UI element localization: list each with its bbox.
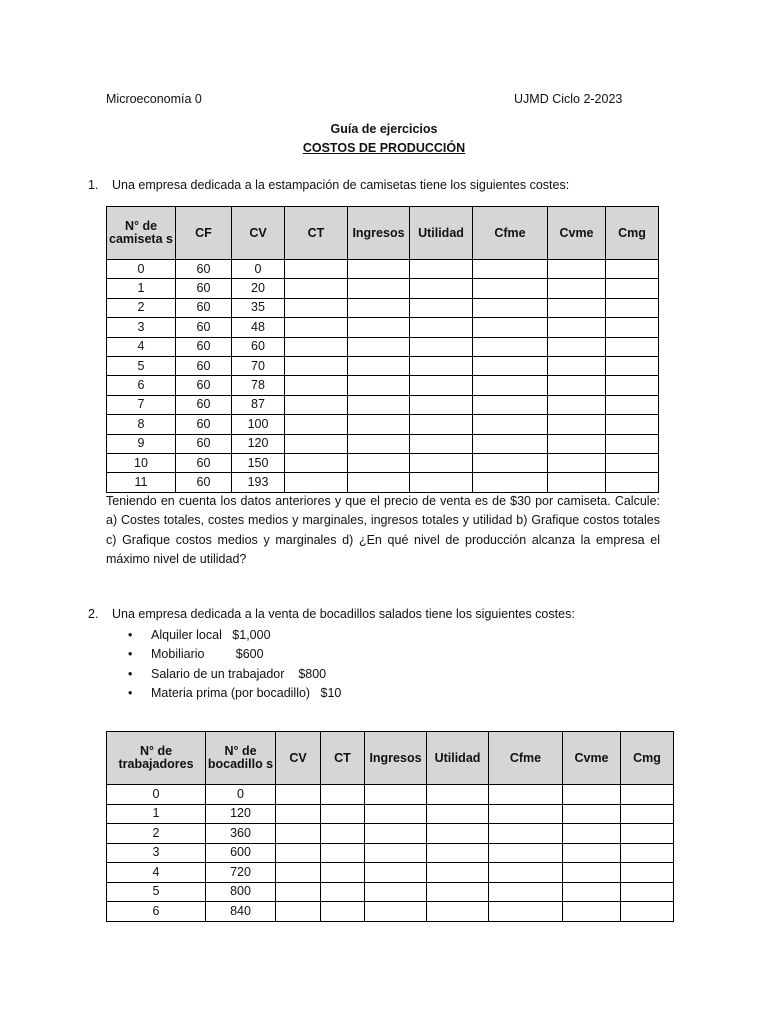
col-header: N° de bocadillo s bbox=[206, 732, 276, 785]
table-cell bbox=[473, 279, 548, 298]
tshirt-cost-table bbox=[106, 206, 659, 493]
table-cell: 0 bbox=[206, 785, 276, 805]
table-cell: 60 bbox=[176, 473, 232, 492]
table-cell: 1 bbox=[107, 279, 176, 298]
table-row bbox=[107, 843, 674, 863]
table-cell bbox=[348, 415, 410, 434]
table-row bbox=[107, 356, 659, 375]
table-cell bbox=[473, 415, 548, 434]
table-cell bbox=[276, 824, 321, 844]
col-header: Cfme bbox=[489, 732, 563, 785]
list-item bbox=[128, 684, 341, 703]
list-item-text: Salario de un trabajador $800 bbox=[151, 666, 327, 681]
table-cell: 5 bbox=[107, 356, 176, 375]
table-cell bbox=[473, 395, 548, 414]
table-cell: 5 bbox=[107, 882, 206, 902]
col-header: Utilidad bbox=[427, 732, 489, 785]
col-header: CF bbox=[176, 207, 232, 260]
table-cell: 3 bbox=[107, 318, 176, 337]
table-cell bbox=[606, 395, 659, 414]
table-cell bbox=[321, 902, 365, 922]
table-cell: 6 bbox=[107, 902, 206, 922]
table-cell bbox=[606, 453, 659, 472]
table-cell bbox=[548, 453, 606, 472]
list-item-text: Materia prima (por bocadillo) $10 bbox=[151, 685, 342, 700]
table-cell bbox=[563, 863, 621, 883]
table-cell: 1 bbox=[107, 804, 206, 824]
header-course: Microeconomía 0 bbox=[106, 92, 202, 106]
table-cell: 9 bbox=[107, 434, 176, 453]
list-item-text: Alquiler local $1,000 bbox=[151, 628, 271, 642]
table-cell bbox=[410, 318, 473, 337]
table-cell: 60 bbox=[176, 453, 232, 472]
table-cell bbox=[563, 843, 621, 863]
table-cell bbox=[621, 902, 674, 922]
table-cell bbox=[285, 415, 348, 434]
question-2 bbox=[88, 607, 575, 621]
sandwich-cost-table bbox=[106, 731, 674, 922]
table-cell bbox=[410, 260, 473, 279]
table-cell: 0 bbox=[232, 260, 285, 279]
table-row bbox=[107, 902, 674, 922]
table-cell bbox=[276, 863, 321, 883]
table-row bbox=[107, 804, 674, 824]
table-cell: 60 bbox=[176, 318, 232, 337]
table-cell bbox=[285, 453, 348, 472]
table-cell: 60 bbox=[176, 395, 232, 414]
table-cell bbox=[285, 318, 348, 337]
table-cell bbox=[276, 785, 321, 805]
table-cell bbox=[606, 434, 659, 453]
table-cell bbox=[321, 785, 365, 805]
table-row bbox=[107, 434, 659, 453]
table-cell bbox=[276, 804, 321, 824]
table-row bbox=[107, 260, 659, 279]
table-cell: 720 bbox=[206, 863, 276, 883]
table-row bbox=[107, 863, 674, 883]
table-cell bbox=[285, 395, 348, 414]
table-header-row bbox=[107, 732, 674, 785]
table-cell bbox=[285, 260, 348, 279]
table-cell bbox=[473, 318, 548, 337]
question-2-number: 2. bbox=[88, 607, 99, 621]
table-cell bbox=[410, 356, 473, 375]
table-cell bbox=[410, 473, 473, 492]
table-cell bbox=[473, 473, 548, 492]
table-cell: 2 bbox=[107, 298, 176, 317]
table-cell bbox=[427, 824, 489, 844]
table-cell bbox=[563, 824, 621, 844]
table-cell bbox=[621, 804, 674, 824]
table-cell bbox=[606, 260, 659, 279]
table-cell bbox=[473, 376, 548, 395]
table-cell: 150 bbox=[232, 453, 285, 472]
question-1 bbox=[88, 178, 569, 192]
table-cell: 60 bbox=[176, 376, 232, 395]
table-cell bbox=[410, 298, 473, 317]
col-header: CV bbox=[232, 207, 285, 260]
table-cell bbox=[348, 473, 410, 492]
table-cell bbox=[410, 434, 473, 453]
table-cell: 70 bbox=[232, 356, 285, 375]
table-cell: 60 bbox=[176, 356, 232, 375]
table-cell: 3 bbox=[107, 843, 206, 863]
table-cell bbox=[621, 785, 674, 805]
table-cell bbox=[621, 863, 674, 883]
table-cell bbox=[427, 804, 489, 824]
table-header-row bbox=[107, 207, 659, 260]
table-cell: 60 bbox=[232, 337, 285, 356]
table-cell: 4 bbox=[107, 863, 206, 883]
list-item bbox=[128, 645, 341, 664]
table-cell bbox=[548, 279, 606, 298]
table-cell: 0 bbox=[107, 785, 206, 805]
table-cell bbox=[410, 279, 473, 298]
table-cell bbox=[473, 453, 548, 472]
table-cell bbox=[606, 376, 659, 395]
table-cell bbox=[606, 318, 659, 337]
table-cell bbox=[348, 434, 410, 453]
table-cell bbox=[410, 453, 473, 472]
table-cell bbox=[473, 434, 548, 453]
col-header: Cmg bbox=[621, 732, 674, 785]
table-cell bbox=[285, 356, 348, 375]
table-cell bbox=[489, 785, 563, 805]
table-cell bbox=[285, 298, 348, 317]
table-cell bbox=[548, 415, 606, 434]
table-cell bbox=[489, 843, 563, 863]
table-cell bbox=[365, 843, 427, 863]
table-cell bbox=[489, 902, 563, 922]
table-row bbox=[107, 337, 659, 356]
table-row bbox=[107, 453, 659, 472]
table-cell: 600 bbox=[206, 843, 276, 863]
table-cell: 87 bbox=[232, 395, 285, 414]
table-cell: 10 bbox=[107, 453, 176, 472]
table-cell bbox=[365, 882, 427, 902]
table-row bbox=[107, 824, 674, 844]
table-cell: 800 bbox=[206, 882, 276, 902]
table-row bbox=[107, 415, 659, 434]
table-cell bbox=[563, 785, 621, 805]
table-cell bbox=[473, 337, 548, 356]
table-cell: 78 bbox=[232, 376, 285, 395]
table-cell: 60 bbox=[176, 337, 232, 356]
table-cell bbox=[321, 882, 365, 902]
table-cell bbox=[489, 882, 563, 902]
table-row bbox=[107, 318, 659, 337]
table-cell: 193 bbox=[232, 473, 285, 492]
table-row bbox=[107, 473, 659, 492]
table-cell bbox=[563, 902, 621, 922]
table-cell: 6 bbox=[107, 376, 176, 395]
table-cell: 100 bbox=[232, 415, 285, 434]
table-cell bbox=[563, 882, 621, 902]
col-header: N° de camiseta s bbox=[107, 207, 176, 260]
bullet-icon: • bbox=[128, 647, 133, 662]
table-cell bbox=[276, 882, 321, 902]
col-header: Cvme bbox=[563, 732, 621, 785]
table-cell bbox=[606, 473, 659, 492]
table-cell: 60 bbox=[176, 415, 232, 434]
table-cell bbox=[410, 395, 473, 414]
table-cell bbox=[276, 843, 321, 863]
table-cell bbox=[427, 843, 489, 863]
table-row bbox=[107, 298, 659, 317]
table-cell: 840 bbox=[206, 902, 276, 922]
table-cell bbox=[606, 337, 659, 356]
table-cell bbox=[606, 298, 659, 317]
table-cell: 48 bbox=[232, 318, 285, 337]
table-cell bbox=[348, 356, 410, 375]
table-cell bbox=[427, 863, 489, 883]
table-cell bbox=[621, 824, 674, 844]
question-1-number: 1. bbox=[88, 178, 99, 192]
col-header: Cfme bbox=[473, 207, 548, 260]
table-cell: 360 bbox=[206, 824, 276, 844]
table-cell bbox=[473, 298, 548, 317]
bullet-icon: • bbox=[128, 666, 133, 681]
table-cell bbox=[548, 356, 606, 375]
table-cell bbox=[348, 279, 410, 298]
col-header: N° de trabajadores bbox=[107, 732, 206, 785]
table-cell: 60 bbox=[176, 279, 232, 298]
question-1-text: Una empresa dedicada a la estampación de camisetas tiene los siguientes costes: bbox=[112, 178, 570, 192]
table-cell: 120 bbox=[206, 804, 276, 824]
cost-list bbox=[128, 626, 341, 703]
bullet-icon: • bbox=[128, 685, 133, 700]
table-cell bbox=[548, 260, 606, 279]
list-item bbox=[128, 665, 341, 684]
table-cell: 11 bbox=[107, 473, 176, 492]
col-header: Cmg bbox=[606, 207, 659, 260]
col-header: Cvme bbox=[548, 207, 606, 260]
table-cell: 60 bbox=[176, 260, 232, 279]
table-cell bbox=[548, 473, 606, 492]
table-cell bbox=[473, 260, 548, 279]
table-cell bbox=[285, 473, 348, 492]
table-cell bbox=[563, 804, 621, 824]
table-cell bbox=[548, 318, 606, 337]
table-cell bbox=[427, 882, 489, 902]
question-2-text: Una empresa dedicada a la venta de bocadillos salados tiene los siguientes costes: bbox=[112, 607, 575, 621]
table-cell bbox=[548, 298, 606, 317]
table-row bbox=[107, 785, 674, 805]
col-header: CT bbox=[285, 207, 348, 260]
table-cell bbox=[548, 337, 606, 356]
table-row bbox=[107, 279, 659, 298]
table-cell bbox=[427, 902, 489, 922]
col-header: CT bbox=[321, 732, 365, 785]
table-cell bbox=[548, 395, 606, 414]
table-cell: 60 bbox=[176, 434, 232, 453]
question-1-instructions: Teniendo en cuenta los datos anteriores y que el precio de venta es de $30 por camiseta. Calcule: a) Costes totales, costes medios y marginales, ingresos totales y utilidad b) Grafique costos totales c) Grafique costos medios y marginales d) ¿En qué nivel de producción alcanza la empresa el máximo nivel de utilidad? bbox=[106, 494, 660, 566]
table-cell bbox=[285, 376, 348, 395]
table-cell: 2 bbox=[107, 824, 206, 844]
col-header: Ingresos bbox=[348, 207, 410, 260]
list-item-text: Mobiliario $600 bbox=[151, 647, 264, 662]
col-header: Utilidad bbox=[410, 207, 473, 260]
table-cell bbox=[285, 337, 348, 356]
table-cell bbox=[348, 337, 410, 356]
table-cell bbox=[489, 824, 563, 844]
table-cell bbox=[473, 356, 548, 375]
table-cell bbox=[489, 863, 563, 883]
table-cell bbox=[321, 804, 365, 824]
table-cell bbox=[548, 376, 606, 395]
table-cell bbox=[348, 260, 410, 279]
bullet-icon: • bbox=[128, 628, 133, 642]
table-cell bbox=[348, 376, 410, 395]
table-cell bbox=[410, 337, 473, 356]
table-cell bbox=[285, 434, 348, 453]
table-cell bbox=[365, 863, 427, 883]
table-cell bbox=[321, 843, 365, 863]
table-cell: 35 bbox=[232, 298, 285, 317]
table-row bbox=[107, 882, 674, 902]
table-cell bbox=[348, 453, 410, 472]
table-cell bbox=[365, 824, 427, 844]
table-cell bbox=[321, 824, 365, 844]
col-header: Ingresos bbox=[365, 732, 427, 785]
table-cell bbox=[348, 298, 410, 317]
table-cell: 0 bbox=[107, 260, 176, 279]
table-cell bbox=[489, 804, 563, 824]
document-subtitle: COSTOS DE PRODUCCIÓN bbox=[302, 141, 466, 155]
table-cell bbox=[427, 785, 489, 805]
table-cell bbox=[621, 843, 674, 863]
col-header: CV bbox=[276, 732, 321, 785]
table-cell: 8 bbox=[107, 415, 176, 434]
table-cell bbox=[321, 863, 365, 883]
table-cell bbox=[285, 279, 348, 298]
table-cell: 120 bbox=[232, 434, 285, 453]
table-cell bbox=[365, 785, 427, 805]
table-cell: 7 bbox=[107, 395, 176, 414]
table-cell bbox=[606, 415, 659, 434]
table-cell: 4 bbox=[107, 337, 176, 356]
table-cell bbox=[276, 902, 321, 922]
table-cell bbox=[348, 395, 410, 414]
table-cell bbox=[606, 356, 659, 375]
header-cycle: UJMD Ciclo 2-2023 bbox=[514, 92, 623, 106]
table-cell: 60 bbox=[176, 298, 232, 317]
table-row bbox=[107, 395, 659, 414]
table-cell bbox=[348, 318, 410, 337]
table-cell bbox=[365, 902, 427, 922]
table-cell bbox=[410, 376, 473, 395]
table-cell bbox=[365, 804, 427, 824]
table-cell bbox=[548, 434, 606, 453]
table-row bbox=[107, 376, 659, 395]
document-title: Guía de ejercicios bbox=[330, 122, 438, 136]
table-cell bbox=[621, 882, 674, 902]
table-cell bbox=[410, 415, 473, 434]
table-cell bbox=[606, 279, 659, 298]
list-item bbox=[128, 626, 341, 645]
table-cell: 20 bbox=[232, 279, 285, 298]
